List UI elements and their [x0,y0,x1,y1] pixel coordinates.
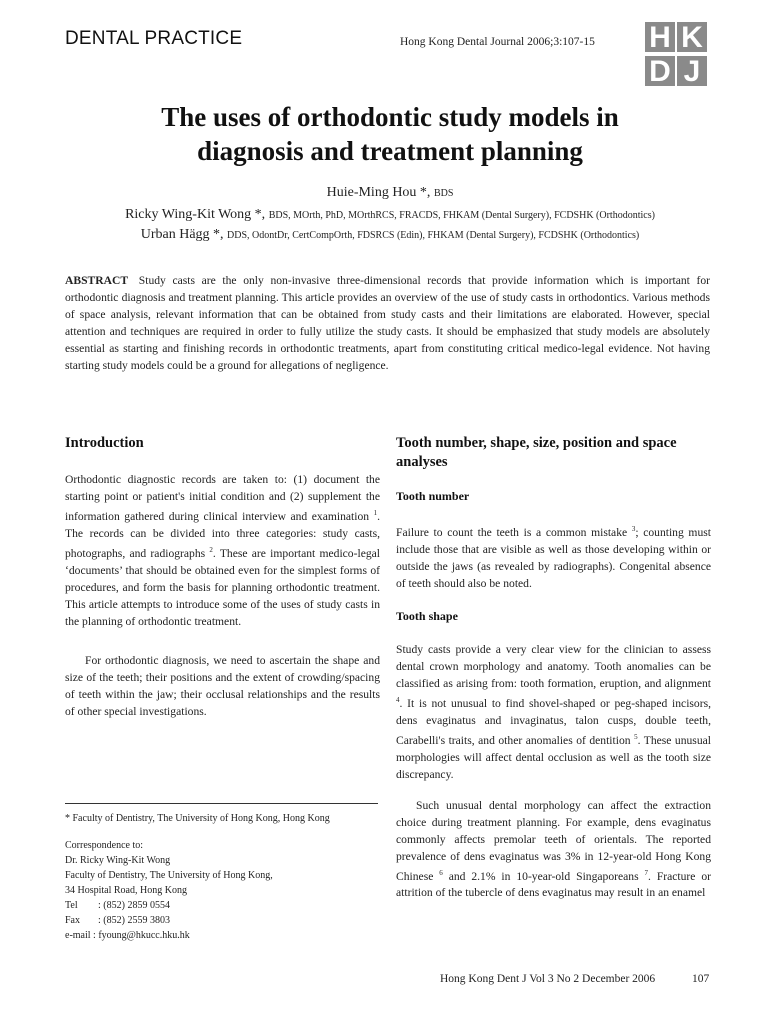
author-credentials: BDS [433,188,454,199]
text-run: Failure to count the teeth is a common mistake [396,525,632,539]
fax-value: : (852) 2559 3803 [98,915,170,926]
tel-label: Tel [65,900,78,911]
citation-ref: 7 [644,868,648,877]
author-credentials: DDS, OdontDr, CertCompOrth, FDSRCS (Edin), FHKAM (Dental Surgery), FCDSHK (Orthodontics) [227,230,640,241]
text-run: . These unusual morphologies will affect dental occlusion as well as the tooth size discrepancy. [396,733,711,781]
abstract-label: ABSTRACT [65,274,129,287]
citation-ref: 4 [396,695,400,704]
tel-value: : (852) 2859 0554 [98,900,170,911]
footer-journal-info: Hong Kong Dent J Vol 3 No 2 December 2006 [440,973,656,985]
abstract [65,272,710,374]
article-title [70,100,710,168]
text-run: Orthodontic diagnostic records are taken to: (1) document the starting point or patient's initial condition and (2) supplement the information gathered during clinical interview and examination [65,473,380,523]
author-credentials: BDS, MOrth, PhD, MOrthRCS, FRACDS, FHKAM (Dental Surgery), FCDSHK (Orthodontics) [268,210,655,221]
address-line: 34 Hospital Road, Hong Kong [65,885,187,896]
journal-citation: Hong Kong Dental Journal 2006;3:107-15 [400,36,595,48]
citation-ref: 3 [631,525,636,533]
author-2 [40,207,740,223]
logo-letter-j: J [677,56,707,86]
section-heading-introduction: Introduction [65,435,144,451]
fax [65,913,385,928]
affiliation-note: * Faculty of Dentistry, The University of Hong Kong, Hong Kong [65,813,330,824]
text-run: . The records can be divided into three categories: study casts, photographs, and radiographs [65,509,380,560]
intro-paragraph-1 [65,471,380,630]
citation-ref: 1 [373,509,378,517]
text-run: and 2.1% in 10-year-old Singaporeans [442,869,645,883]
subheading-tooth-shape: Tooth shape [396,608,458,623]
fax-label: Fax [65,915,80,926]
right-column [396,434,711,901]
section-heading-tooth-analyses: Tooth number, shape, size, position and space analyses [396,435,677,470]
text-run: . It is not unusual to find shovel-shaped or peg-shaped incisors, dens evaginatus and invaginatus, talon cusps, double teeth, Carabelli's traits, and other anomalies of dentition [396,696,711,747]
title-line-2: diagnosis and treatment planning [197,136,583,166]
author-name: Urban Hägg *, [140,227,228,242]
telephone [65,898,385,913]
journal-logo [645,22,709,88]
email: e-mail : fyoung@hkucc.hku.hk [65,930,190,941]
logo-letter-k: K [677,22,707,52]
tooth-shape-paragraph-1 [396,641,711,783]
author-3 [40,227,740,243]
left-column [65,434,380,720]
author-name: Huie-Ming Hou *, [326,185,434,200]
subheading-tooth-number: Tooth number [396,489,470,503]
text-run: . These are important medico-legal ‘documents’ that should be obtained even for the simplest forms of procedures, and form the basis for planning orthodontic treatment. This article attempts to introduce some of the uses of study casts in the planning of orthodontic treatment. [65,546,381,628]
address-line: Faculty of Dentistry, The University of Hong Kong, [65,870,273,881]
author-1 [40,185,740,201]
abstract-text: Study casts are the only non-invasive three-dimensional records that provide information which is important for orthodontic diagnosis and treatment planning. This article provides an overview of the use of study casts in orthodontics. Various methods of space analysis, relevant information that can be obtained from study casts and their limitations are elaborated. However, special attention and techniques are required in order to fully utilize the study casts. It should be emphasized that study models are absolutely essential as starting and finishing records in orthodontic treatments, apart from constituting critical medico-legal evidence. Not having starting study models could be a ground for allegations of negligence. [65,274,711,372]
text-run: Such unusual dental morphology can affect the extraction choice during treatment planning. For example, dens evaginatus commonly affects premolar teeth of orientals. The reported prevalence of dens evaginatus was 3% in 12-year-old Hong Kong Chinese [396,798,711,883]
page-number: 107 [692,973,710,985]
tooth-shape-paragraph-2 [396,797,711,902]
author-name: Ricky Wing-Kit Wong *, [125,207,269,222]
text-run: ; counting must include those that are visible as well as those developing within or outside the jaws (as revealed by radiographs). Congenital absence of teeth should also be noted. [396,525,711,590]
address-line: Dr. Ricky Wing-Kit Wong [65,855,171,866]
section-label: DENTAL PRACTICE [65,28,243,49]
text-run: Study casts provide a very clear view for the clinician to assess dental crown morphology and anatomy. Tooth anomalies can be classified as arising from: tooth formation, eruption, and alignment [396,642,711,690]
citation-ref: 6 [439,868,443,877]
citation-ref: 2 [209,545,213,554]
footnotes [65,811,385,943]
logo-letter-h: H [645,22,675,52]
title-line-1: The uses of orthodontic study models in [161,102,619,132]
logo-letter-d: D [645,56,675,86]
intro-paragraph-2: For orthodontic diagnosis, we need to ascertain the shape and size of the teeth; their positions and the extent of crowding/spacing of teeth within the jaw; their occlusal relationships and the results of other special investigations. [65,653,380,718]
footnote-divider [65,803,378,804]
correspondence-label: Correspondence to: [65,840,144,851]
tooth-number-paragraph [396,521,711,592]
text-run: . Fracture or attrition of the tubercle of dens evaginatus may result in an enamel [396,869,712,900]
citation-ref: 5 [634,732,638,741]
